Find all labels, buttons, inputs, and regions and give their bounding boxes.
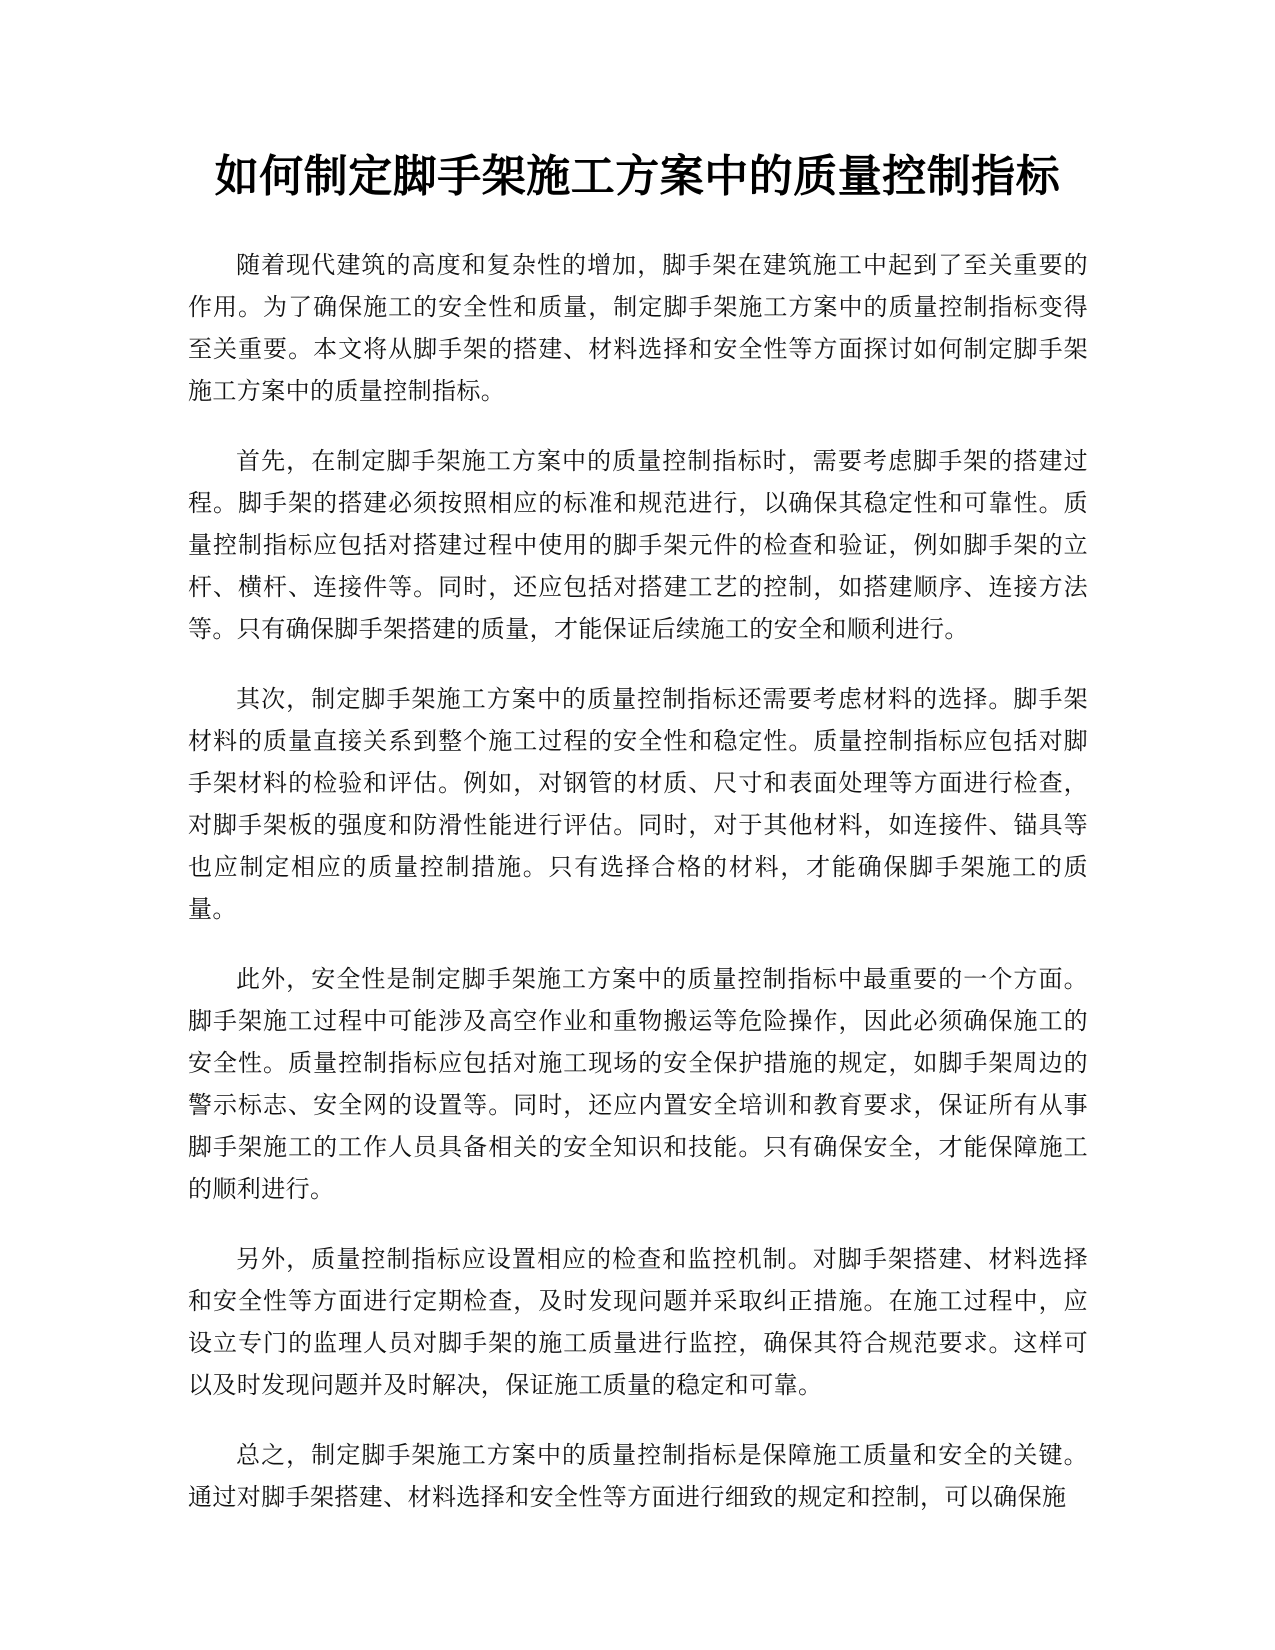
document-body <box>188 244 1088 1546</box>
paragraph-erection: 首先，在制定脚手架施工方案中的质量控制指标时，需要考虑脚手架的搭建过程。脚手架的搭建必须按照相应的标准和规范进行，以确保其稳定性和可靠性。质量控制指标应包括对搭建过程中使用的脚手架元件的检查和验证，例如脚手架的立杆、横杆、连接件等。同时，还应包括对搭建工艺的控制，如搭建顺序、连接方法等。只有确保脚手架搭建的质量，才能保证后续施工的安全和顺利进行。 <box>188 447 1088 643</box>
paragraph-intro: 随着现代建筑的高度和复杂性的增加，脚手架在建筑施工中起到了至关重要的作用。为了确保施工的安全性和质量，制定脚手架施工方案中的质量控制指标变得至关重要。本文将从脚手架的搭建、材料选择和安全性等方面探讨如何制定脚手架施工方案中的质量控制指标。 <box>188 251 1088 405</box>
paragraph-inspection: 另外，质量控制指标应设置相应的检查和监控机制。对脚手架搭建、材料选择和安全性等方面进行定期检查，及时发现问题并采取纠正措施。在施工过程中，应设立专门的监理人员对脚手架的施工质量进行监控，确保其符合规范要求。这样可以及时发现问题并及时解决，保证施工质量的稳定和可靠。 <box>188 1245 1088 1399</box>
paragraph-materials: 其次，制定脚手架施工方案中的质量控制指标还需要考虑材料的选择。脚手架材料的质量直接关系到整个施工过程的安全性和稳定性。质量控制指标应包括对脚手架材料的检验和评估。例如，对钢管的材质、尺寸和表面处理等方面进行检查，对脚手架板的强度和防滑性能进行评估。同时，对于其他材料，如连接件、锚具等也应制定相应的质量控制措施。只有选择合格的材料，才能确保脚手架施工的质量。 <box>188 685 1088 923</box>
document-title: 如何制定脚手架施工方案中的质量控制指标 <box>214 151 1061 202</box>
paragraph-safety: 此外，安全性是制定脚手架施工方案中的质量控制指标中最重要的一个方面。脚手架施工过程中可能涉及高空作业和重物搬运等危险操作，因此必须确保施工的安全性。质量控制指标应包括对施工现场的安全保护措施的规定，如脚手架周边的警示标志、安全网的设置等。同时，还应内置安全培训和教育要求，保证所有从事脚手架施工的工作人员具备相关的安全知识和技能。只有确保安全，才能保障施工的顺利进行。 <box>188 965 1088 1203</box>
paragraph-conclusion: 总之，制定脚手架施工方案中的质量控制指标是保障施工质量和安全的关键。通过对脚手架搭建、材料选择和安全性等方面进行细致的规定和控制，可以确保施 <box>188 1441 1088 1511</box>
